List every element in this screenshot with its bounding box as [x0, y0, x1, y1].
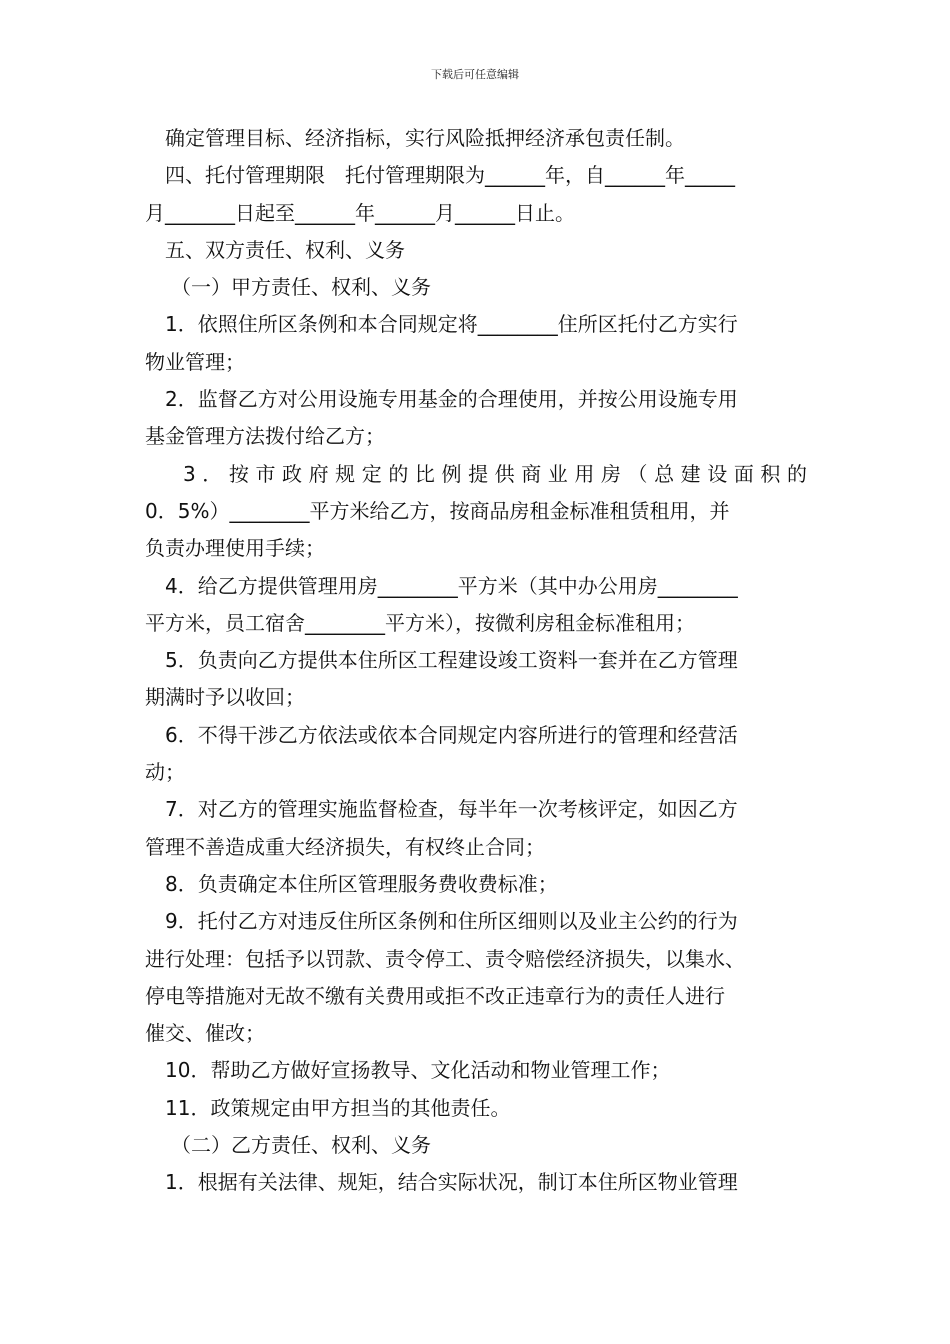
document-body	[145, 120, 807, 1202]
body-line: 四、托付管理期限 托付管理期限为______年，自______年_____	[165, 163, 735, 188]
list-item: 5．负责向乙方提供本住所区工程建设竣工资料一套并在乙方管理	[165, 648, 738, 673]
list-item-continuation: 进行处理：包括予以罚款、责令停工、责令赔偿经济损失，以集水、	[145, 946, 745, 971]
body-line: 月_______日起至______年______月______日止。	[145, 200, 575, 225]
list-item: 3．按市政府规定的比例提供商业用房（总建设面积的	[183, 461, 807, 486]
list-item-continuation: 基金管理方法拨付给乙方；	[145, 424, 385, 449]
list-item: 8．负责确定本住所区管理服务费收费标准；	[165, 871, 558, 896]
list-item: 7．对乙方的管理实施监督检查，每半年一次考核评定，如因乙方	[165, 797, 738, 822]
list-item-continuation: 负责办理使用手续；	[145, 536, 325, 561]
list-item-continuation: 催交、催改；	[145, 1021, 265, 1046]
subsection-heading: （一）甲方责任、权利、义务	[171, 275, 431, 300]
subsection-heading: （二）乙方责任、权利、义务	[171, 1133, 431, 1158]
list-item-continuation: 0．5%）________平方米给乙方，按商品房租金标准租赁租用，并	[145, 498, 730, 523]
list-item-continuation: 物业管理；	[145, 349, 245, 374]
body-line: 确定管理目标、经济指标，实行风险抵押经济承包责任制。	[165, 126, 685, 150]
list-item-continuation: 管理不善造成重大经济损失，有权终止合同；	[145, 834, 545, 859]
list-item: 6．不得干涉乙方依法或依本合同规定内容所进行的管理和经营活	[165, 722, 738, 747]
list-item: 2．监督乙方对公用设施专用基金的合理使用，并按公用设施专用	[165, 387, 738, 412]
list-item-continuation: 平方米，员工宿舍________平方米），按微利房租金标准租用；	[145, 610, 695, 635]
list-item-continuation: 动；	[145, 760, 185, 785]
list-item-continuation: 期满时予以收回；	[145, 685, 305, 710]
page-header: 下载后可任意编辑	[431, 68, 519, 81]
list-item: 1．根据有关法律、规矩，结合实际状况，制订本住所区物业管理	[165, 1170, 738, 1195]
list-item: 10．帮助乙方做好宣扬教导、文化活动和物业管理工作；	[165, 1058, 671, 1083]
section-heading: 五、双方责任、权利、义务	[165, 237, 405, 262]
list-item: 9．托付乙方对违反住所区条例和住所区细则以及业主公约的行为	[165, 909, 738, 934]
list-item: 1．依照住所区条例和本合同规定将________住所区托付乙方实行	[165, 312, 738, 337]
list-item: 11．政策规定由甲方担当的其他责任。	[165, 1095, 511, 1120]
list-item-continuation: 停电等措施对无故不缴有关费用或拒不改正违章行为的责任人进行	[145, 983, 725, 1008]
list-item: 4．给乙方提供管理用房________平方米（其中办公用房________	[165, 573, 738, 598]
